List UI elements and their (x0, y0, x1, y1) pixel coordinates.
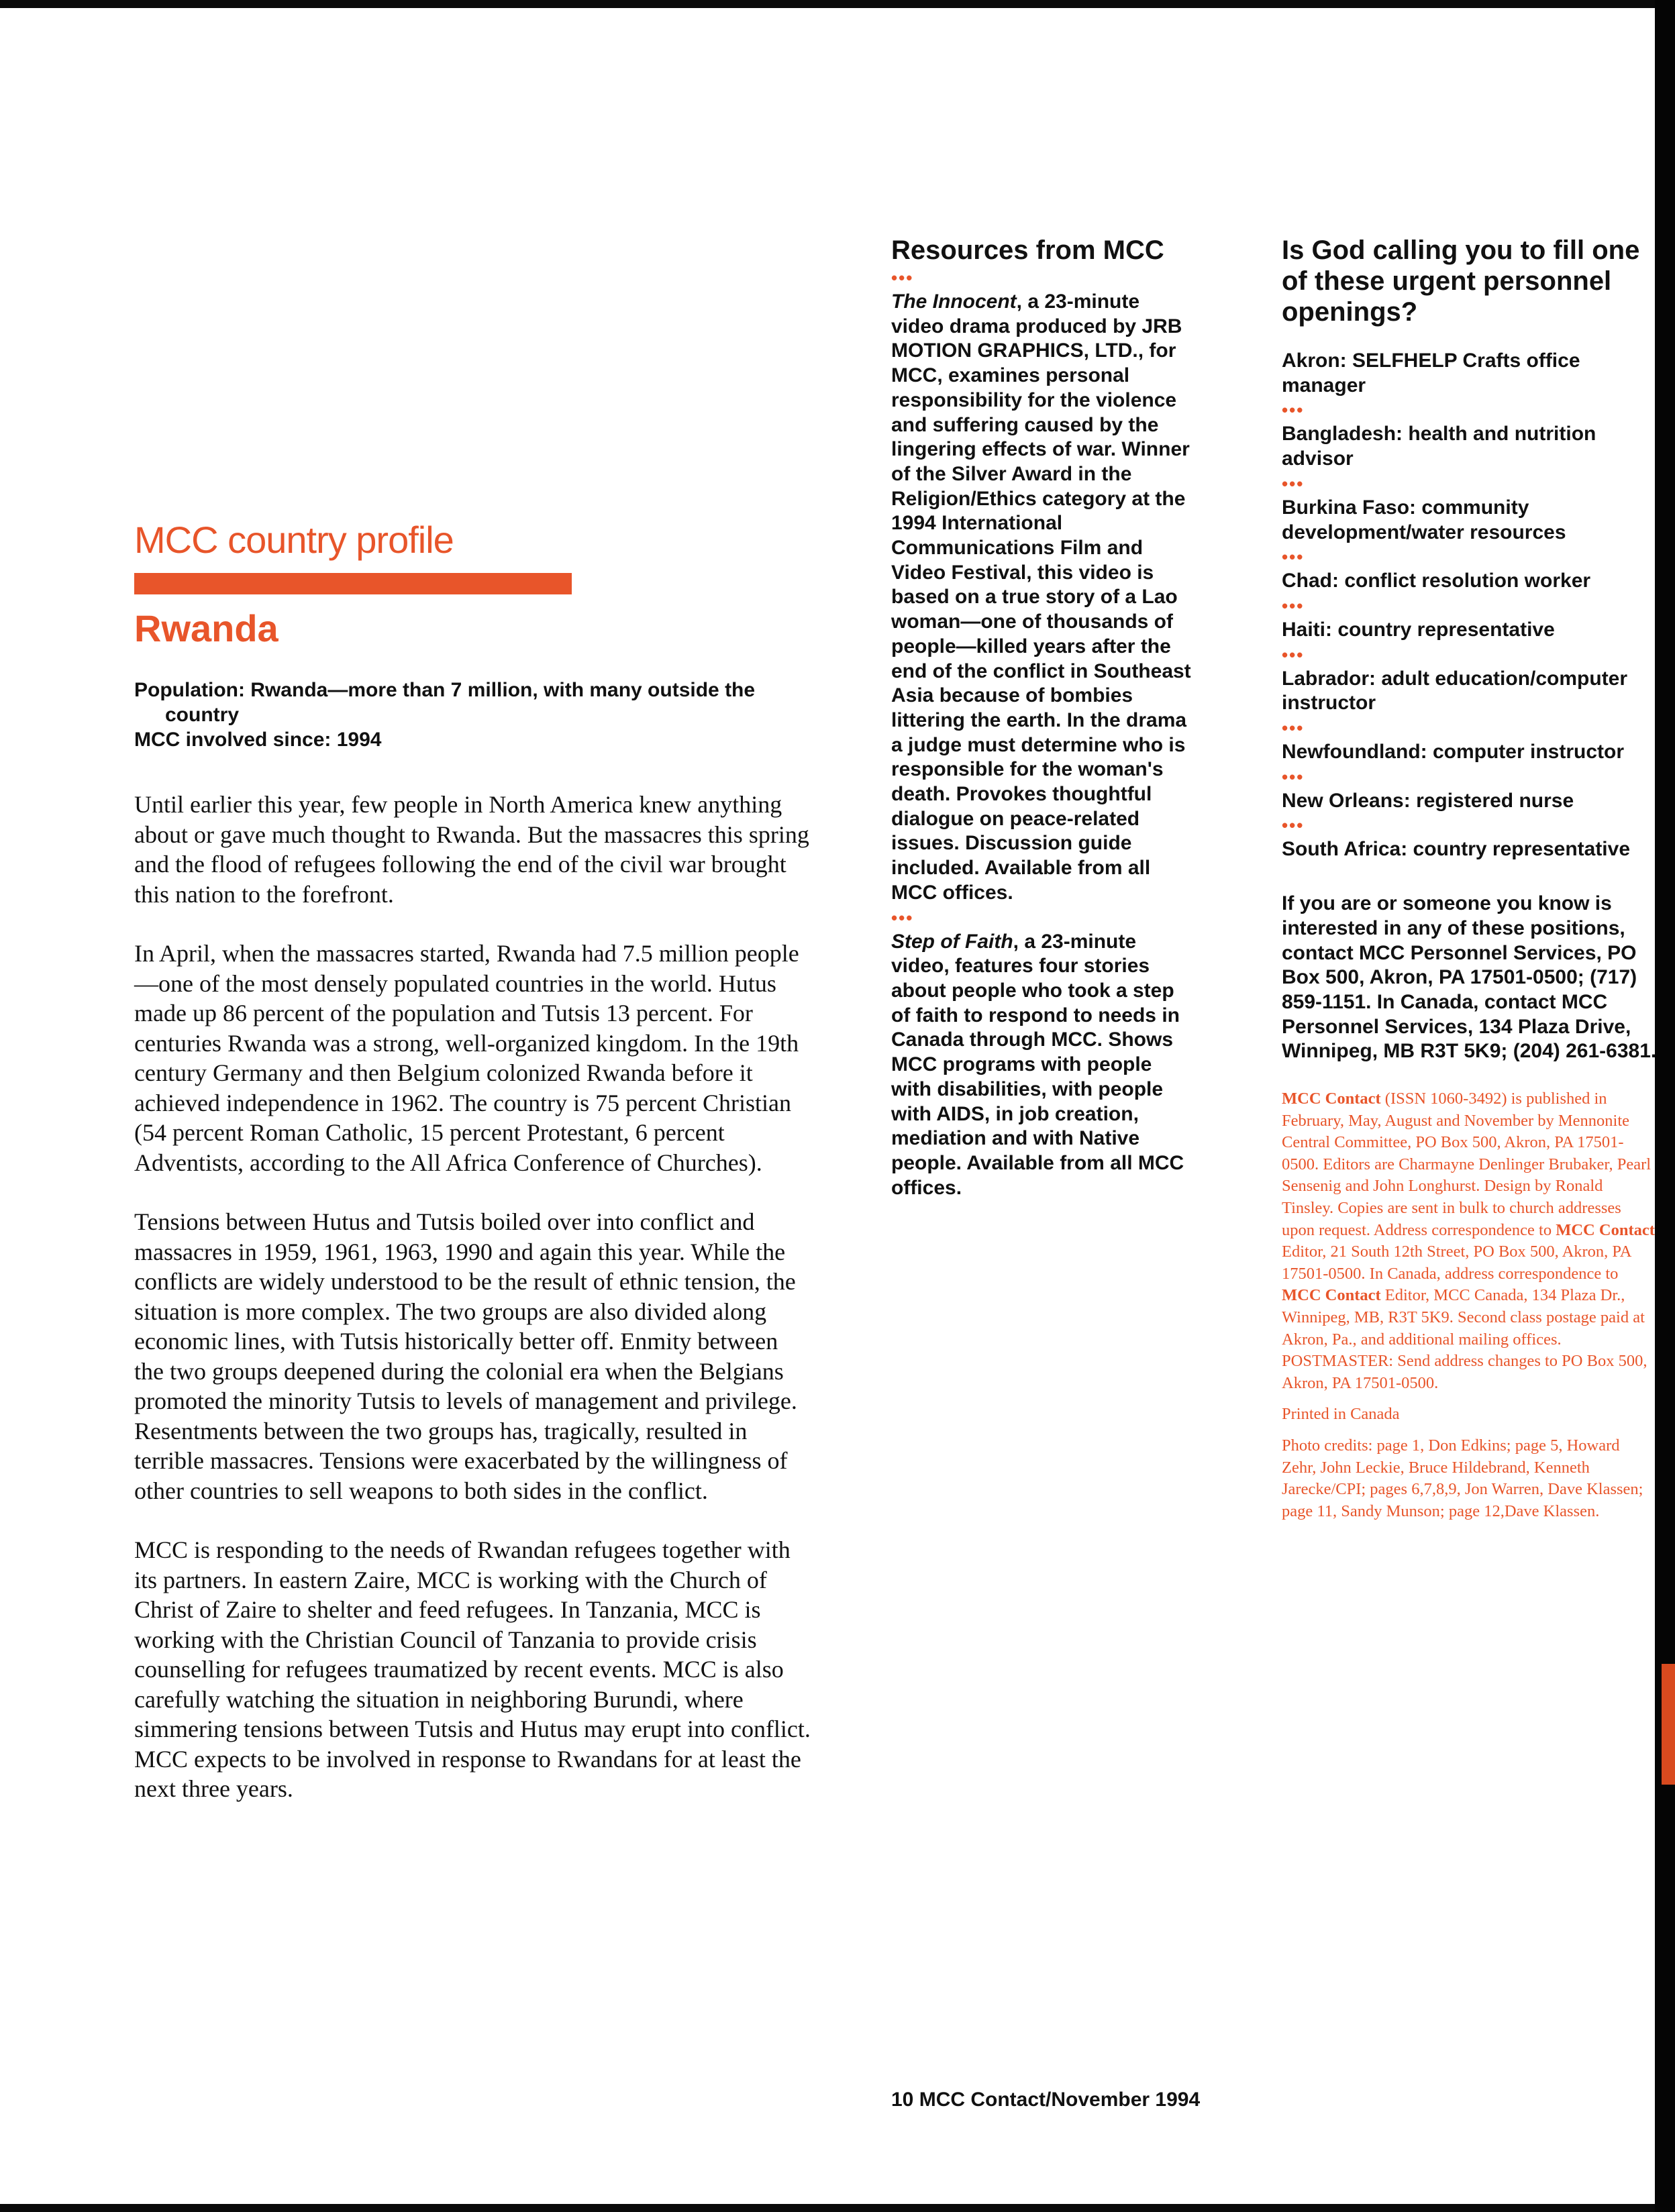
scan-right-edge-mark (1662, 1664, 1675, 1785)
profile-paragraph: In April, when the massacres started, Rwanda had 7.5 million people—one of the most densely populated countries in the world. Hutus made up 86 percent of the population and Tutsis 13 percent. For centuries Rwanda was a strong, well-organized kingdom. In the 19th century Germany and then Belgium colonized Rwanda before it achieved independence in 1962. The country is 75 percent Christian (54 percent Roman Catholic, 15 percent Protestant, 6 percent Adventists, according to the All Africa Conference of Churches). (134, 940, 799, 1176)
colophon-publishing: MCC Contact (ISSN 1060-3492) is published in February, May, August and November by Mennonite Central Committee, PO Box 500, Akron, PA 17501-0500. Editors are Charmayne Denlinger Brubaker, Pearl Sensenig and John Longhurst. Design by Ronald Tinsley. Copies are sent in bulk to church addresses upon request. Address correspondence to MCC Contact Editor, 21 South 12th Street, PO Box 500, Akron, PA 17501-0500. In Canada, address correspondence to MCC Contact Editor, MCC Canada, 134 Plaza Dr., Winnipeg, MB, R3T 5K9. Second class postage paid at Akron, Pa., and additional mailing offices. POSTMASTER: Send address changes to PO Box 500, Akron, PA 17501-0500. (1282, 1090, 1655, 1392)
opening-item: Newfoundland: computer instructor (1282, 741, 1624, 763)
opening-item: Bangladesh: health and nutrition advisor (1282, 423, 1596, 470)
country-facts (134, 678, 812, 752)
country-profile (134, 517, 812, 1804)
resource-item (891, 930, 1193, 1201)
separator-dots: ••• (1282, 473, 1305, 494)
fact-involved-since: MCC involved since: 1994 (134, 729, 382, 751)
scan-right-edge (1655, 0, 1675, 2212)
photo-credits: Photo credits: page 1, Don Edkins; page 5, Howard Zehr, John Leckie, Bruce Hildebrand, Kenneth Jarecke/CPI; pages 6,7,8,9, Jon Warren, Dave Klassen; page 11, Sandy Munson; page 12,Dave Klassen. (1282, 1436, 1643, 1520)
printed-in: Printed in Canada (1282, 1405, 1400, 1424)
resource-description: , a 23-minute video, features four stories about people who took a step of faith to respond to needs in Canada through MCC. Shows MCC programs with people with disabilities, with people with AIDS, in job creation, mediation and with Native people. Available from all MCC offices. (891, 930, 1184, 1199)
fact-population: Population: Rwanda—more than 7 million, with many outside the country (134, 679, 756, 726)
masthead-name: MCC Contact (1282, 1090, 1381, 1108)
opening-item: Akron: SELFHELP Crafts office manager (1282, 350, 1580, 397)
profile-body (134, 790, 812, 1804)
country-title: Rwanda (134, 607, 278, 649)
resources-section (891, 235, 1193, 1200)
profile-rule (134, 573, 572, 594)
separator-dots: ••• (1282, 547, 1305, 568)
resource-title: Step of Faith (891, 930, 1013, 953)
profile-paragraph: MCC is responding to the needs of Rwandan refugees together with its partners. In eastern Zaire, MCC is working with the Church of Christ of Zaire to shelter and feed refugees. In Tanzania, MCC is working with the Christian Council of Tanzania to provide crisis counselling for refugees traumatized by recent events. MCC is also carefully watching the situation in neighboring Burundi, where simmering tensions between Tutsis and Hutus may erupt into conflict. MCC expects to be involved in response to Rwandans for at least the next three years. (134, 1536, 811, 1802)
opening-item: Chad: conflict resolution worker (1282, 570, 1591, 592)
colophon (1282, 1088, 1658, 1522)
scan-top-edge (0, 0, 1675, 8)
separator-dots: ••• (891, 907, 914, 928)
resource-item (891, 290, 1193, 906)
masthead-name: MCC Contact (1556, 1220, 1655, 1239)
resources-heading: Resources from MCC (891, 235, 1164, 265)
opening-item: South Africa: country representative (1282, 838, 1631, 861)
separator-dots: ••• (1282, 595, 1305, 616)
opening-item: Haiti: country representative (1282, 618, 1555, 641)
opening-item: New Orleans: registered nurse (1282, 789, 1574, 812)
separator-dots: ••• (1282, 766, 1305, 787)
resource-title: The Innocent (891, 291, 1017, 313)
profile-paragraph: Tensions between Hutus and Tutsis boiled over into conflict and massacres in 1959, 1961, 1963, 1990 and again this year. While the conflicts are widely understood to be the result of ethnic tension, the situation is more complex. The two groups are also divided along economic lines, with Tutsis historically better off. Enmity between the two groups deepened during the colonial era when the Belgians promoted the minority Tutsis to levels of management and privilege. Resentments between the two groups has, tragically, resulted in terrible massacres. Tensions were exacerbated by the willingness of other countries to sell weapons to both sides in the conflict. (134, 1208, 797, 1504)
openings-section (1282, 235, 1658, 1522)
separator-dots: ••• (1282, 815, 1305, 836)
separator-dots: ••• (1282, 644, 1305, 665)
opening-item: Labrador: adult education/computer instructor (1282, 667, 1628, 715)
separator-dots: ••• (891, 268, 914, 288)
separator-dots: ••• (1282, 718, 1305, 739)
page-footer: 10 MCC Contact/November 1994 (891, 2089, 1201, 2111)
profile-paragraph: Until earlier this year, few people in North America knew anything about or gave much thought to Rwanda. But the massacres this spring and the flood of refugees following the end of the civil war brought this nation to the forefront. (134, 791, 809, 908)
masthead-name: MCC Contact (1282, 1286, 1381, 1305)
openings-heading: Is God calling you to fill one of these urgent personnel openings? (1282, 235, 1640, 327)
openings-contact: If you are or someone you know is interested in any of these positions, contact MCC Personnel Services, PO Box 500, Akron, PA 17501-0500; (717) 859-1151. In Canada, contact MCC Personnel Services, 134 Plaza Drive, Winnipeg, MB R3T 5K9; (204) 261-6381. (1282, 892, 1657, 1063)
profile-kicker: MCC country profile (134, 519, 454, 561)
separator-dots: ••• (1282, 400, 1305, 421)
resource-description: , a 23-minute video drama produced by JRB MOTION GRAPHICS, LTD., for MCC, examines personal responsibility for the violence and suffering caused by the lingering effects of war. Winner of the Silver Award in the Religion/Ethics category at the 1994 International Communications Film and Video Festival, this video is based on a true story of a Lao woman—one of thousands of people—killed years after the end of the conflict in Southeast Asia because of bombies littering the earth. In the drama a judge must determine who is responsible for the woman's death. Provokes thoughtful dialogue on peace-related issues. Discussion guide included. Available from all MCC offices. (891, 291, 1191, 904)
scan-bottom-edge (0, 2204, 1675, 2212)
opening-item: Burkina Faso: community development/water resources (1282, 496, 1566, 543)
